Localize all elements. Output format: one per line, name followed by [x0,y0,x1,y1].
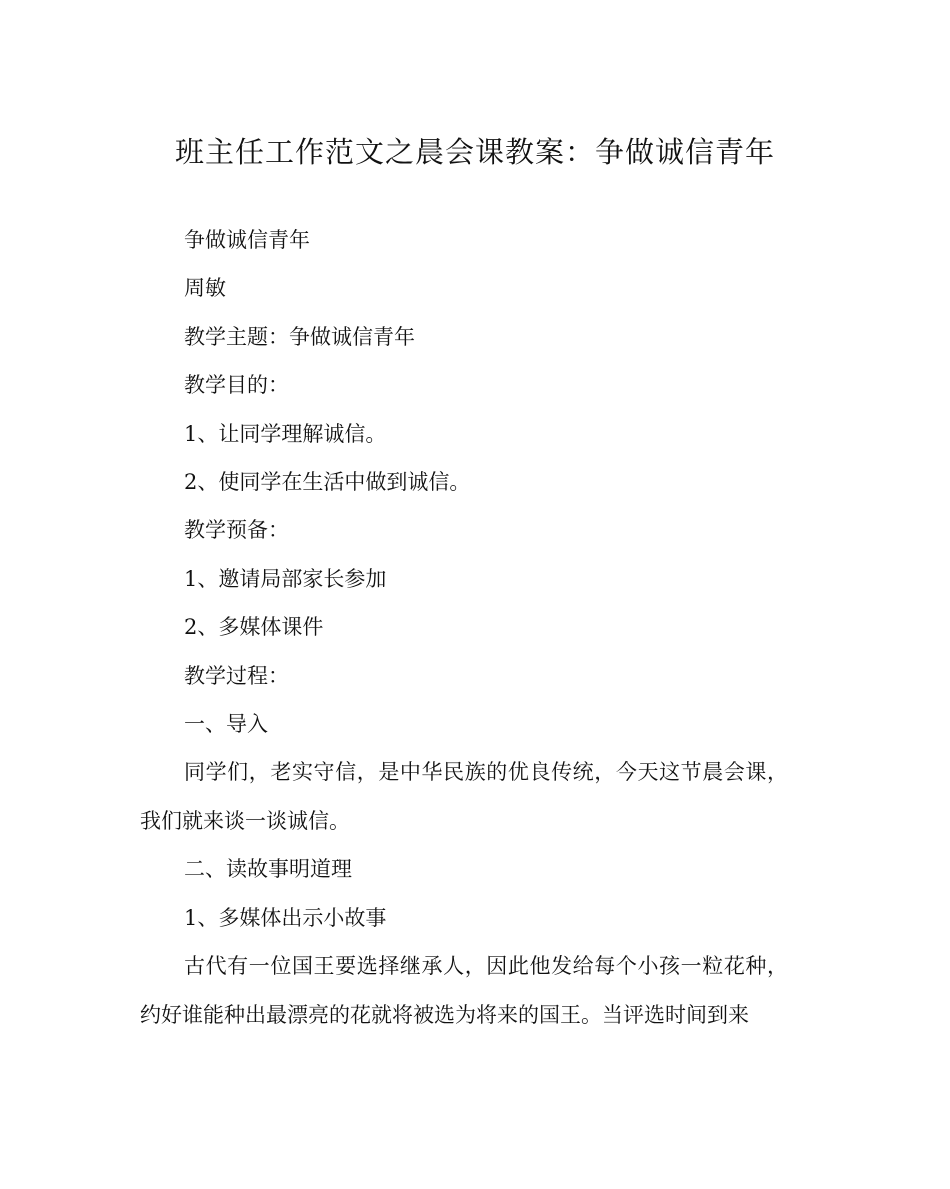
paragraph: 二、读故事明道理 [184,857,352,882]
paragraph: 2、使同学在生活中做到诚信。 [184,470,471,495]
paragraph: 教学预备： [184,518,289,543]
paragraph: 古代有一位国王要选择继承人，因此他发给每个小孩一粒花种，约好谁能种出最漂亮的花就将被选为将来的国王。当评选时间到来 [140,954,788,1027]
paragraph: 同学们，老实守信，是中华民族的优良传统，今天这节晨会课，我们就来谈一谈诚信。 [140,760,788,833]
paragraph: 周敏 [184,276,226,301]
paragraph: 2、多媒体课件 [184,615,324,640]
document-title: 班主任工作范文之晨会课教案：争做诚信青年 [174,135,775,169]
paragraph: 争做诚信青年 [184,228,310,252]
paragraph: 教学主题：争做诚信青年 [184,324,415,349]
paragraph: 教学目的： [184,373,289,398]
paragraph: 一、导入 [184,712,268,737]
paragraph: 教学过程： [184,663,289,688]
paragraph: 1、让同学理解诚信。 [184,421,387,446]
document-body [140,216,788,1039]
paragraph: 1、邀请局部家长参加 [184,566,387,591]
paragraph: 1、多媒体出示小故事 [184,905,387,930]
